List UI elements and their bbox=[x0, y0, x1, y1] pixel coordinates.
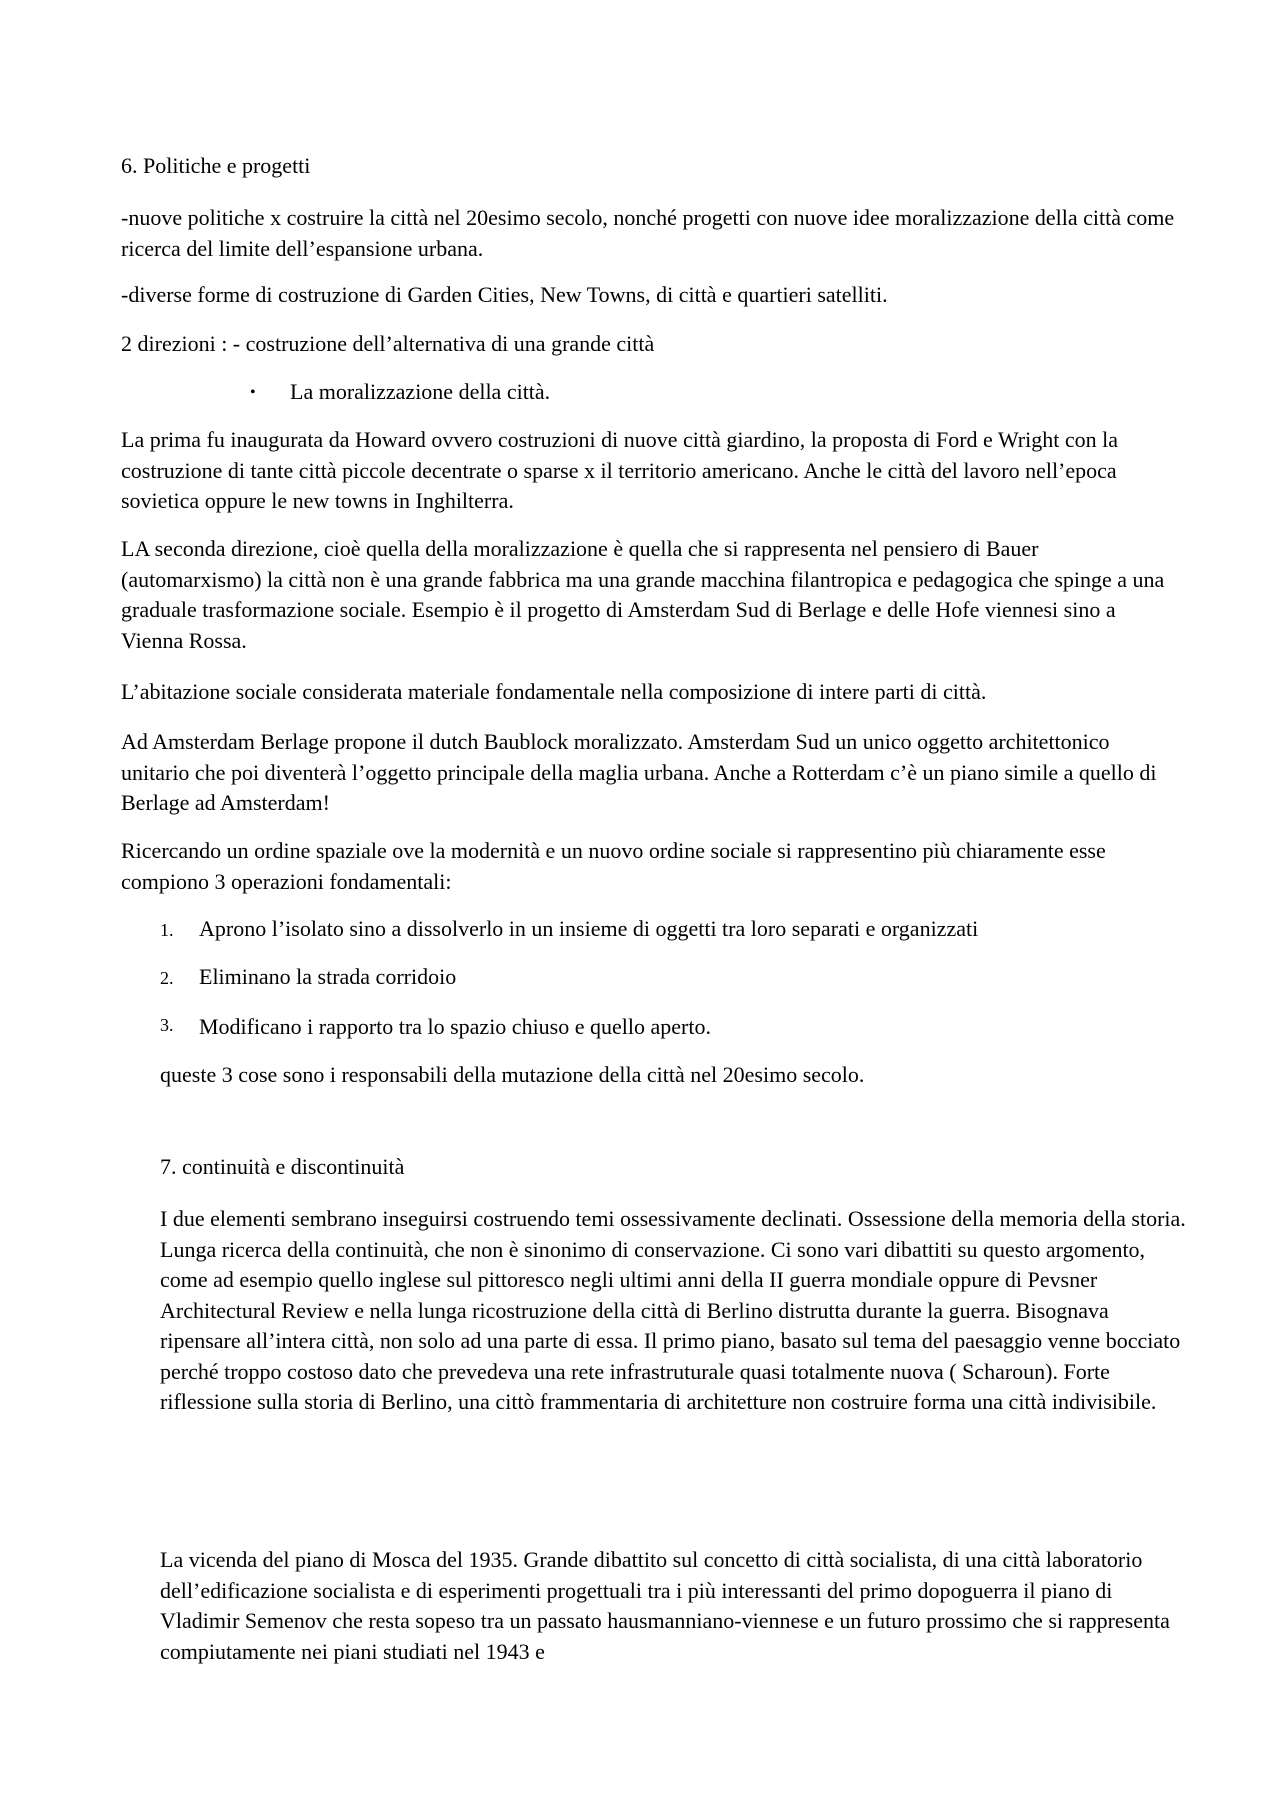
list-marker-3: 3. bbox=[160, 1015, 174, 1035]
section-6-paragraph-8: Ricercando un ordine spaziale ove la modernità e un nuovo ordine sociale si rappresentino più chiaramente esse compiono 3 operazioni fondamentali: bbox=[121, 838, 1106, 894]
section-6-paragraph-2: -diverse forme di costruzione di Garden Cities, New Towns, di città e quartieri satelliti. bbox=[121, 282, 888, 307]
section-7-heading: 7. continuità e discontinuità bbox=[160, 1154, 405, 1179]
list-marker-1: 1. bbox=[160, 920, 174, 940]
section-6-paragraph-9: queste 3 cose sono i responsabili della mutazione della città nel 20esimo secolo. bbox=[160, 1062, 865, 1087]
section-6-paragraph-6: L’abitazione sociale considerata materiale fondamentale nella composizione di intere parti di città. bbox=[121, 679, 987, 704]
section-7-paragraph-1: I due elementi sembrano inseguirsi costruendo temi ossessivamente declinati. Ossessione della memoria della storia. Lunga ricerca della continuità, che non è sinonimo di conservazione. Ci sono vari dibattiti su questo argomento, come ad esempio quello inglese sul pittoresco negli ultimi anni della II guerra mondiale oppure di Pevsner Architectural Review e nella lunga ricostruzione della città di Berlino distrutta durante la guerra. Bisognava ripensare all’intera città, non solo ad una parte di essa. Il primo piano, basato sul tema del paesaggio venne bocciato perché troppo costoso dato che prevedeva una rete infrastruturale quasi totalmente nuova ( Scharoun). Forte riflessione sulla storia di Berlino, una cittò frammentaria di architetture non costruire forma una città indivisibile. bbox=[160, 1206, 1186, 1414]
bullet-marker: • bbox=[250, 384, 256, 401]
section-6-paragraph-1: -nuove politiche x costruire la città nel 20esimo secolo, nonché progetti con nuove idee moralizzazione della città come ricerca del limite dell’espansione urbana. bbox=[121, 205, 1175, 261]
section-6-paragraph-3: 2 direzioni : - costruzione dell’alternativa di una grande città bbox=[121, 331, 655, 356]
section-6-heading: 6. Politiche e progetti bbox=[121, 153, 311, 178]
list-item-3: Modificano i rapporto tra lo spazio chiuso e quello aperto. bbox=[199, 1014, 711, 1039]
bullet-item: La moralizzazione della città. bbox=[290, 379, 551, 404]
section-6-paragraph-4: La prima fu inaugurata da Howard ovvero costruzioni di nuove città giardino, la proposta di Ford e Wright con la costruzione di tante città piccole decentrate o sparse x il territorio americano. Anche le città del lavoro nell’epoca sovietica oppure le new towns in Inghilterra. bbox=[121, 427, 1118, 513]
section-6-paragraph-5: LA seconda direzione, cioè quella della moralizzazione è quella che si rappresenta nel pensiero di Bauer (automarxismo) la città non è una grande fabbrica ma una grande macchina filantropica e pedagogica che spinge a una graduale trasformazione sociale. Esempio è il progetto di Amsterdam Sud di Berlage e delle Hofe viennesi sino a Vienna Rossa. bbox=[121, 536, 1165, 653]
list-item-1: Aprono l’isolato sino a dissolverlo in un insieme di oggetti tra loro separati e organizzati bbox=[199, 916, 979, 941]
list-marker-2: 2. bbox=[160, 968, 174, 988]
list-item-2: Eliminano la strada corridoio bbox=[199, 964, 457, 989]
section-7-paragraph-2: La vicenda del piano di Mosca del 1935. Grande dibattito sul concetto di città socialista, di una città laboratorio dell’edificazione socialista e di esperimenti progettuali tra i più interessanti del primo dopoguerra il piano di Vladimir Semenov che resta sopeso tra un passato hausmanniano-viennese e un futuro prossimo che si rappresenta compiutamente nei piani studiati nel 1943 e bbox=[160, 1547, 1170, 1664]
section-6-paragraph-7: Ad Amsterdam Berlage propone il dutch Baublock moralizzato. Amsterdam Sud un unico oggetto architettonico unitario che poi diventerà l’oggetto principale della maglia urbana. Anche a Rotterdam c’è un piano simile a quello di Berlage ad Amsterdam! bbox=[121, 729, 1157, 815]
